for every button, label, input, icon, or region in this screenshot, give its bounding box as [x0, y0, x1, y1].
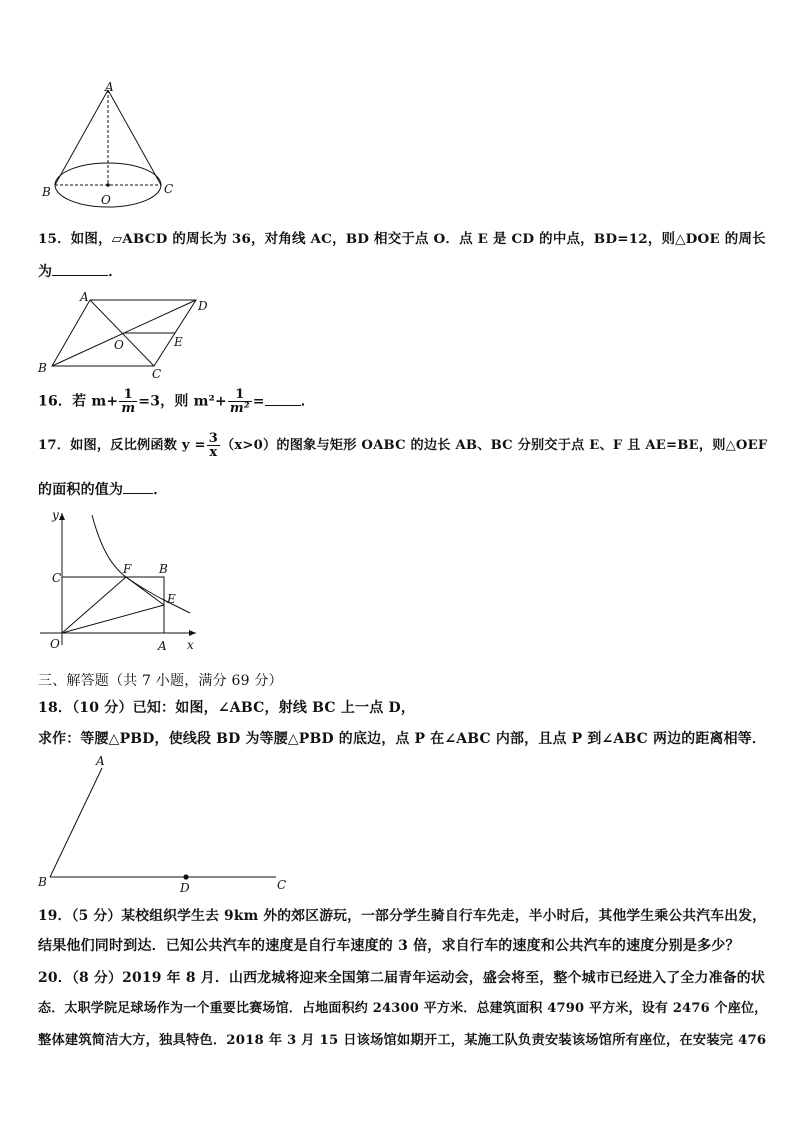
cone-label-center: O [101, 193, 111, 207]
q20-line2: 态．太职学院足球场作为一个重要比赛场馆．占地面积约 24300 平方米．总建筑面积 4790 平方米，设有 2476 个座位， [38, 1001, 768, 1016]
para-label-a: A [80, 290, 89, 304]
q17-frac-num: 3 [208, 431, 218, 446]
cone-label-left: B [42, 185, 51, 199]
angle-label-c: C [277, 878, 287, 892]
q16-number: 16． [38, 393, 73, 410]
q17-answer-blank[interactable] [123, 492, 153, 494]
cone-label-right: C [164, 182, 174, 196]
q16-fraction-1 [119, 388, 137, 415]
q16-text-c: = [252, 393, 265, 410]
angle-label-a: A [96, 754, 105, 768]
q17-line1 [38, 432, 767, 459]
angle-figure [36, 752, 296, 894]
q15-text-c: 为 [38, 264, 53, 280]
q17-text-a: 如图，反比例函数 y = [70, 438, 206, 453]
q17-text-c: 的面积的值为 [38, 482, 124, 498]
q15-text-b: ABCD 的周长为 36，对角线 AC，BD 相交于点 O．点 E 是 CD 的中点，BD=12，则△DOE 的周长 [122, 231, 766, 247]
q15-number: 15． [38, 231, 71, 247]
func-label-f: F [123, 562, 132, 576]
q16-fraction-2 [228, 388, 252, 415]
q16-frac2-den: m² [229, 401, 250, 416]
para-label-c: C [152, 367, 162, 381]
q16-text-a: 若 m+ [72, 393, 119, 410]
para-label-e: E [174, 335, 183, 349]
func-label-c: C [52, 571, 62, 585]
parallelogram-symbol: ▱ [111, 232, 123, 247]
func-label-b: B [159, 562, 168, 576]
q19-line1: 19．（5 分）某校组织学生去 9km 外的郊区游玩，一部分学生骑自行车先走，半小时后，其他学生乘公共汽车出发， [38, 908, 767, 924]
q16-line [38, 388, 315, 415]
q15-text-d: ． [108, 264, 123, 280]
q15-line2 [38, 261, 122, 281]
inverse-function-figure [36, 505, 206, 655]
q16-answer-blank[interactable] [265, 404, 301, 406]
para-label-d: D [198, 299, 208, 313]
q17-line2 [38, 479, 167, 499]
q16-frac1-num: 1 [119, 388, 137, 402]
q17-fraction [207, 432, 220, 459]
cone-label-apex: A [105, 80, 114, 94]
para-label-o: O [114, 338, 124, 352]
cone-figure [38, 80, 178, 210]
q20-line1: 20．（8 分）2019 年 8 月．山西龙城将迎来全国第二届青年运动会，盛会将至，整个城市已经进入了全力准备的状 [38, 970, 765, 986]
angle-label-b: B [38, 875, 47, 889]
q20-line3: 整体建筑简洁大方，独具特色．2018 年 3 月 15 日该场馆如期开工，某施工队负责安装该场馆所有座位，在安装完 476 [38, 1033, 767, 1048]
q16-frac1-den: m [121, 401, 136, 416]
q16-frac2-num: 1 [228, 388, 252, 402]
para-label-b: B [38, 361, 47, 375]
q17-frac-den: x [209, 445, 218, 460]
q17-number: 17． [38, 438, 71, 453]
q17-text-b: （x>0）的图象与矩形 OABC 的边长 AB、BC 分别交于点 E、F 且 AE=BE，则△OEF [221, 438, 768, 453]
q15-answer-blank[interactable] [52, 274, 108, 276]
section-title: 三、解答题（共 7 小题，满分 69 分） [38, 673, 283, 689]
parallelogram-figure [36, 290, 226, 382]
angle-label-d: D [180, 881, 190, 894]
func-label-e: E [167, 592, 176, 606]
q18-line1: 18．（10 分）已知：如图，∠ABC，射线 BC 上一点 D， [38, 700, 416, 716]
func-label-o: O [50, 637, 60, 651]
func-label-a: A [158, 639, 167, 653]
func-label-y: y [52, 508, 59, 522]
q18-line2: 求作：等腰△PBD，使线段 BD 为等腰△PBD 的底边，点 P 在∠ABC 内部，且点 P 到∠ABC 两边的距离相等． [38, 731, 767, 747]
q15-line1 [38, 228, 766, 247]
q16-text-d: ． [300, 393, 315, 410]
func-label-x: x [187, 638, 194, 652]
q15-text-a: 如图， [70, 231, 112, 247]
q17-text-d: ． [153, 482, 168, 498]
q16-text-b: =3，则 m²+ [138, 393, 227, 410]
q19-line2: 结果他们同时到达．已知公共汽车的速度是自行车速度的 3 倍，求自行车的速度和公共汽车的速度分别是多少？ [38, 938, 740, 954]
